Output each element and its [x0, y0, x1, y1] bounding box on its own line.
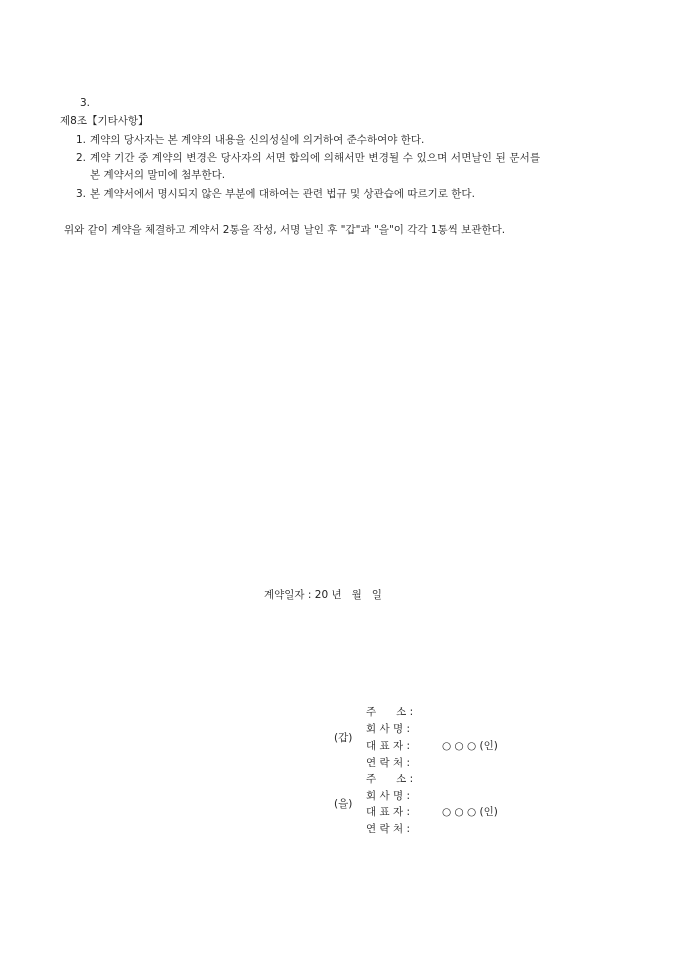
party-b-contact-label: 연 락 처 :	[366, 823, 410, 835]
party-a-label: (갑)	[334, 732, 353, 744]
article-item-1-number: 1.	[76, 134, 87, 146]
party-a-address-label: 주 소 :	[366, 706, 414, 718]
article-item-2-text-line-2: 본 계약서의 말미에 첨부한다.	[90, 169, 226, 181]
article-item-3-text: 본 계약서에서 명시되지 않은 부분에 대하여는 관련 법규 및 상관습에 따르기로 한다.	[90, 188, 475, 200]
party-a-contact-label: 연 락 처 :	[366, 757, 410, 769]
article-item-1-text: 계약의 당사자는 본 계약의 내용을 신의성실에 의거하여 준수하여야 한다.	[90, 134, 425, 146]
party-b-address-label: 주 소 :	[366, 773, 414, 785]
party-a-company-label: 회 사 명 :	[366, 723, 410, 735]
party-b-company-label: 회 사 명 :	[366, 790, 410, 802]
party-b-label: (을)	[334, 798, 353, 810]
article-item-2-text-line-1: 계약 기간 중 계약의 변경은 당사자의 서면 합의에 의해서만 변경될 수 있으며 서면날인 된 문서를	[90, 152, 541, 164]
party-b-representative-label: 대 표 자 :	[366, 806, 410, 818]
stray-item-number: 3.	[80, 97, 91, 109]
contract-date: 계약일자 : 20 년 월 일	[264, 589, 382, 601]
article-item-3-number: 3.	[76, 188, 87, 200]
party-a-representative-label: 대 표 자 :	[366, 740, 410, 752]
article-item-2-number: 2.	[76, 152, 87, 164]
party-b-seal-placeholder: ○ ○ ○ (인)	[442, 806, 498, 818]
party-a-seal-placeholder: ○ ○ ○ (인)	[442, 740, 498, 752]
article-heading: 제8조【기타사항】	[60, 115, 149, 127]
closing-statement: 위와 같이 계약을 체결하고 계약서 2통을 작성, 서명 날인 후 "갑"과 "을"이 각각 1통씩 보관한다.	[64, 224, 506, 236]
